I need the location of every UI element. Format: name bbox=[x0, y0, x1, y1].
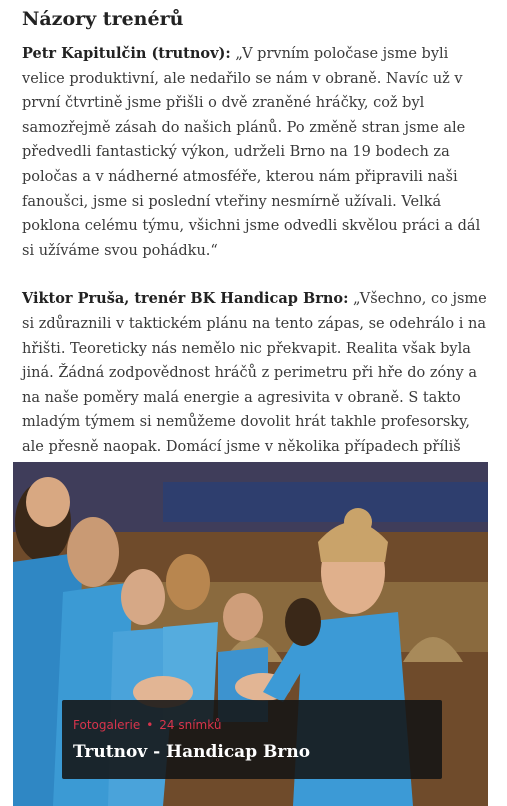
coach-quote-brno bbox=[22, 287, 487, 484]
gallery-category-label[interactable]: Fotogalerie bbox=[73, 718, 141, 732]
quote-speaker: Viktor Pruša, trenér BK Handicap Brno: bbox=[22, 290, 349, 308]
section-heading: Názory trenérů bbox=[22, 8, 184, 30]
gallery-caption[interactable] bbox=[62, 700, 442, 779]
meta-separator: • bbox=[146, 718, 154, 732]
coach-quote-trutnov bbox=[22, 42, 487, 263]
gallery-meta bbox=[73, 718, 221, 732]
gallery-photo-count: 24 snímků bbox=[159, 718, 222, 732]
quote-speaker: Petr Kapitulčin (trutnov): bbox=[22, 45, 231, 62]
quote-text: „Všechno, co jsme si zdůraznili v taktickém plánu na tento zápas, se odehrálo i na hřišti. Teoreticky nás nemělo nic překvapit. Realita však byla jiná. Žádná zodpovědnost hráčů z perimetru při hře do zóny a na naše poměry malá energie a agresivita v obraně. S takto mladým týmem si nemůžeme dovolit hrát takhle profesorsky, ale přesně naopak. Domácí jsme v několika případech příliš bbox=[22, 291, 487, 455]
quote-text: „V prvním poločase jsme byli velice produktivní, ale nedařilo se nám v obraně. Navíc už v první čtvrtině jsme přišli o dvě zraněné hráčky, což byl samozřejmě zásah do našich plánů. Po změně stran jsme ale předvedli fantastický výkon, udrželi Brno na 19 bodech za poločas a v nádherné atmosféře, kterou nám připravili naši fanoušci, jsme si poslední vteřiny nesmírně užívali. Velká poklona celému týmu, všichni jsme odvedli skvělou práci a dál si užíváme svou pohádku.“ bbox=[22, 46, 481, 259]
gallery-title[interactable]: Trutnov - Handicap Brno bbox=[73, 742, 311, 762]
